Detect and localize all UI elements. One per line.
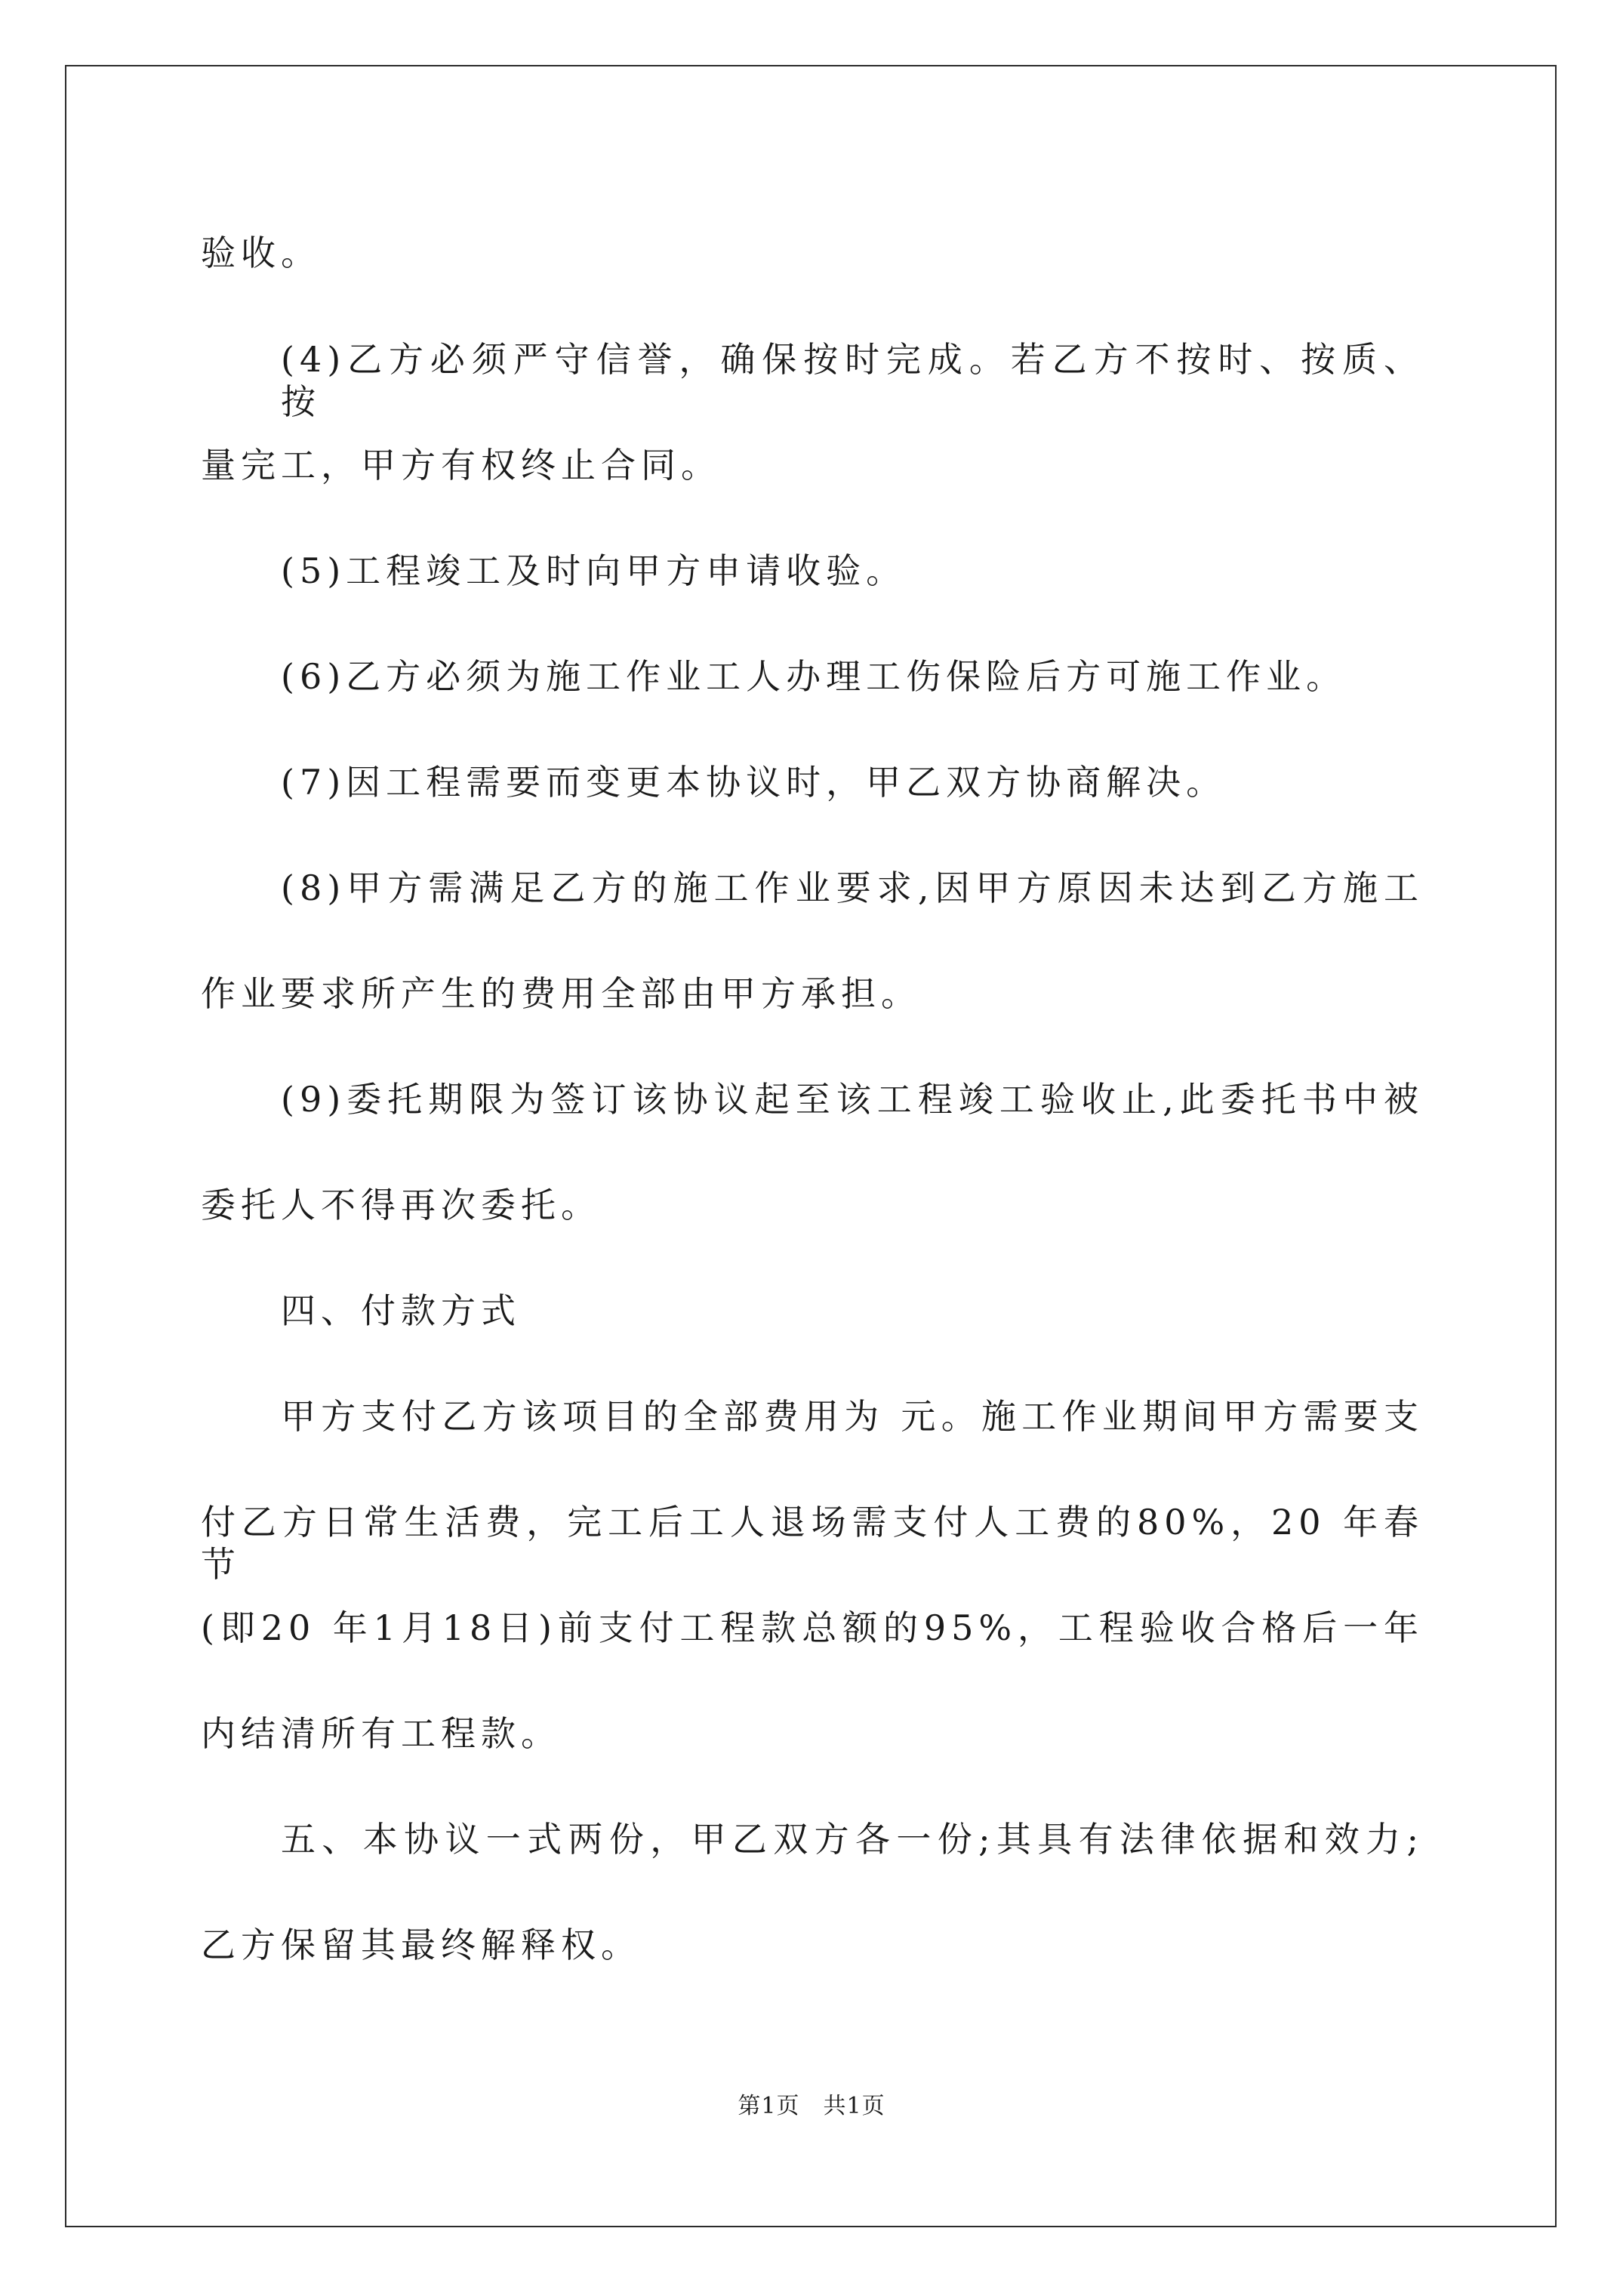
- text-line: (7)因工程需要而变更本协议时，甲乙双方协商解决。: [281, 762, 1227, 803]
- text-line: (4)乙方必须严守信誉，确保按时完成。若乙方不按时、按质、按: [281, 339, 1424, 422]
- text-line: 五、本协议一式两份，甲乙双方各一份;其具有法律依据和效力;: [281, 1819, 1424, 1860]
- text-line: (8)甲方需满足乙方的施工作业要求,因甲方原因未达到乙方施工: [281, 868, 1424, 908]
- text-line: 验收。: [201, 233, 321, 273]
- text-line: (6)乙方必须为施工作业工人办理工伤保险后方可施工作业。: [281, 656, 1347, 697]
- text-line: 委托人不得再次委托。: [201, 1185, 601, 1225]
- section-heading: 四、付款方式: [281, 1290, 521, 1331]
- text-line: 乙方保留其最终解释权。: [201, 1925, 641, 1965]
- text-line: 内结清所有工程款。: [201, 1713, 561, 1754]
- text-line: 量完工，甲方有权终止合同。: [201, 445, 721, 485]
- page-number: 第1页 共1页: [738, 2093, 885, 2119]
- text-line: 付乙方日常生活费，完工后工人退场需支付人工费的80%，20 年春节: [201, 1502, 1424, 1585]
- text-line: (即20 年1月18日)前支付工程款总额的95%，工程验收合格后一年: [201, 1607, 1424, 1648]
- text-line: 作业要求所产生的费用全部由甲方承担。: [201, 973, 921, 1014]
- text-line: 甲方支付乙方该项目的全部费用为 元。施工作业期间甲方需要支: [281, 1396, 1424, 1437]
- text-line: (9)委托期限为签订该协议起至该工程竣工验收止,此委托书中被: [281, 1079, 1424, 1120]
- text-line: (5)工程竣工及时向甲方申请收验。: [281, 550, 907, 591]
